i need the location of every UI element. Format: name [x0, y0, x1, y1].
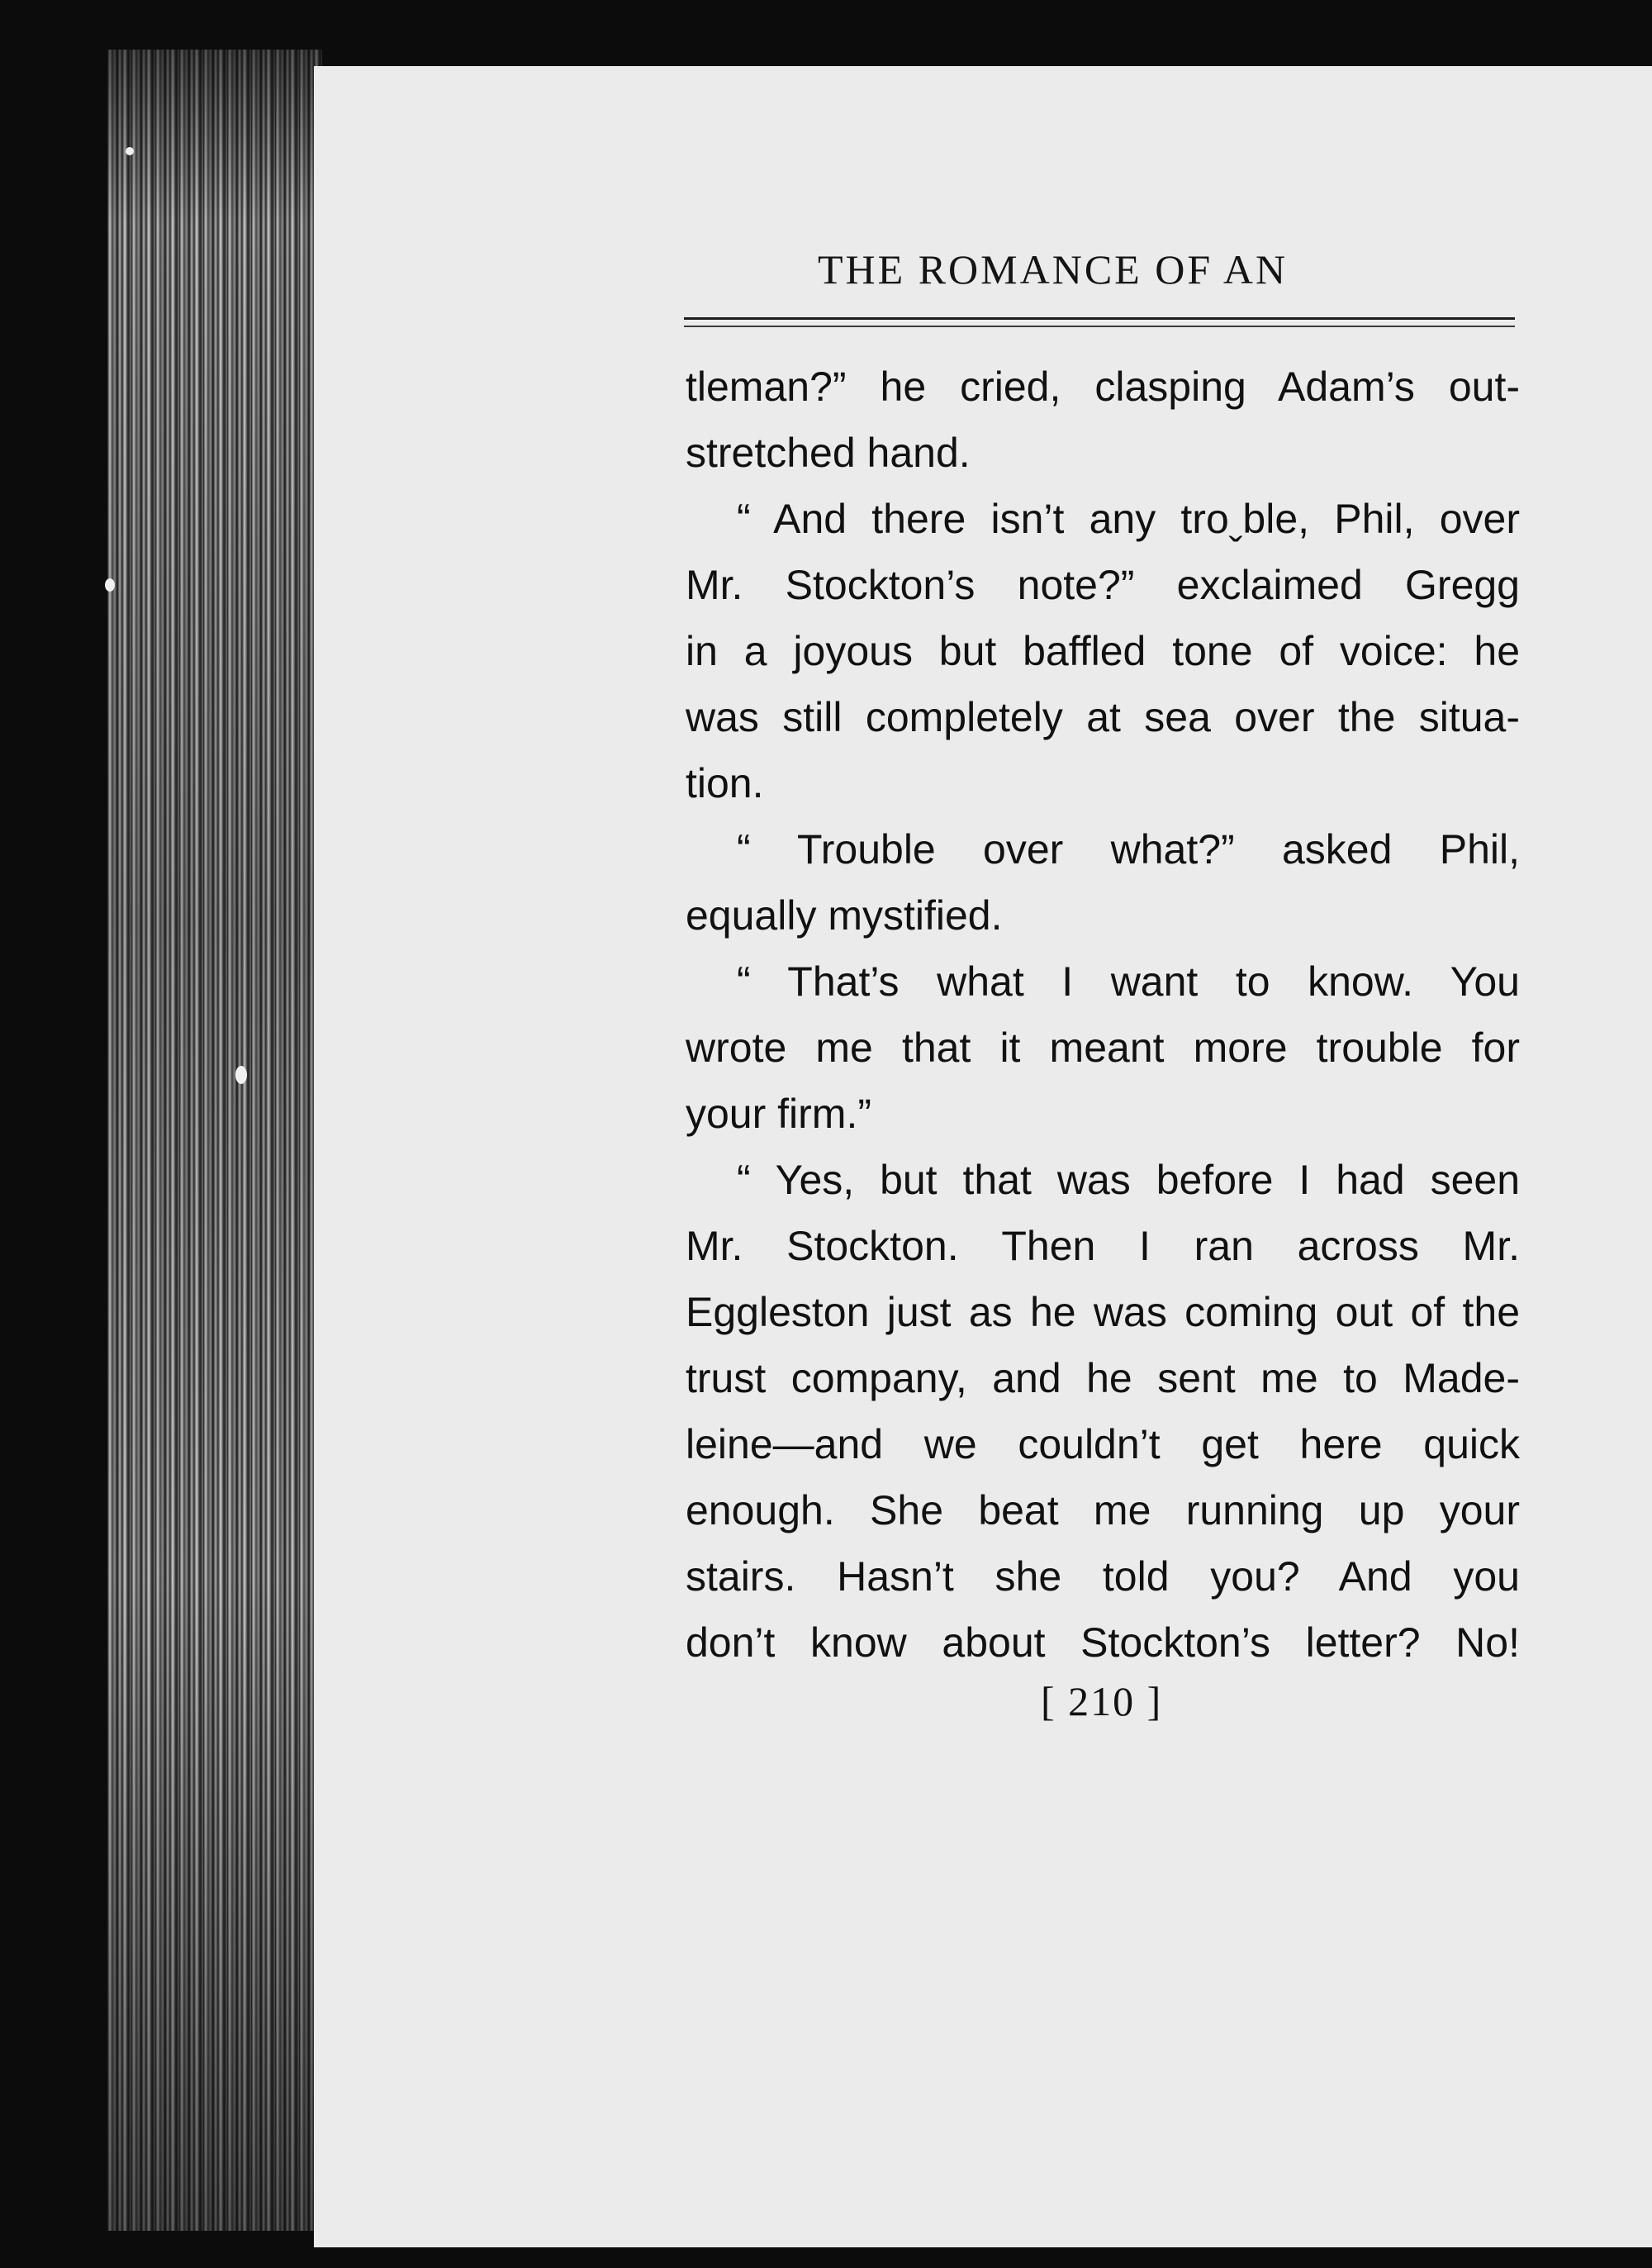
text-line: wrote me that it meant more trouble for: [686, 1025, 1520, 1071]
text-line: in a joyous but baffled tone of voice: he: [686, 628, 1520, 674]
body-text: [686, 354, 1520, 1676]
text-line: tion.: [686, 760, 764, 806]
text-line: don’t know about Stockton’s letter? No!: [686, 1619, 1520, 1666]
text-line: your firm.”: [686, 1091, 871, 1137]
dust-speck: [105, 578, 115, 592]
spine-shadow: [107, 50, 322, 2231]
text-line: tleman?” he cried, clasping Adam’s out-: [686, 364, 1520, 410]
text-line: was still completely at sea over the situa-: [686, 694, 1520, 740]
text-line: trust company, and he sent me to Made-: [686, 1355, 1520, 1401]
page-number: [ 210 ]: [1041, 1678, 1163, 1724]
running-head: THE ROMANCE OF AN: [818, 246, 1289, 292]
text-line: “ And there isn’t any troˬble, Phil, over: [737, 496, 1520, 542]
text-line: equally mystified.: [686, 892, 1003, 939]
text-line: leine—and we couldn’t get here quick: [686, 1421, 1520, 1467]
text-line: enough. She beat me running up your: [686, 1487, 1520, 1533]
dust-speck: [126, 147, 134, 155]
text-line: stretched hand.: [686, 430, 971, 476]
text-line: Mr. Stockton’s note?” exclaimed Gregg: [686, 562, 1520, 608]
text-line: “ Trouble over what?” asked Phil,: [737, 826, 1520, 872]
dust-speck: [235, 1066, 247, 1084]
text-line: Eggleston just as he was coming out of the: [686, 1289, 1520, 1335]
header-rule: [684, 317, 1515, 327]
text-line: stairs. Hasn’t she told you? And you: [686, 1553, 1520, 1600]
text-line: Mr. Stockton. Then I ran across Mr.: [686, 1223, 1520, 1269]
text-line: “ That’s what I want to know. You: [737, 958, 1520, 1005]
text-line: “ Yes, but that was before I had seen: [737, 1157, 1520, 1203]
